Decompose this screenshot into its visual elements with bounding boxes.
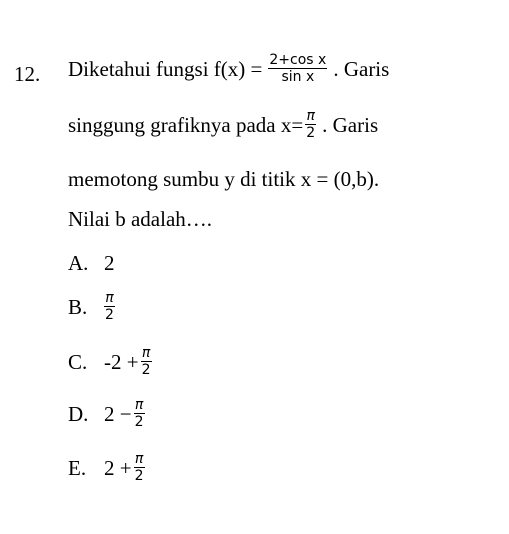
- option-a[interactable]: [68, 251, 115, 275]
- option-c-numerator: π: [141, 345, 151, 361]
- option-d-numerator: π: [134, 397, 144, 413]
- option-b-denominator: 2: [105, 307, 114, 323]
- option-d-fraction: [134, 397, 145, 430]
- x-denominator: 2: [306, 125, 316, 141]
- option-a-letter: A.: [68, 251, 89, 275]
- option-e-letter: E.: [68, 455, 87, 480]
- option-a-value: 2: [104, 251, 115, 275]
- question-line-1: [68, 52, 389, 85]
- question-line-2-tail: . Garis: [322, 112, 379, 137]
- question-line-2: [68, 108, 378, 141]
- option-d-denominator: 2: [134, 414, 144, 430]
- option-e-denominator: 2: [134, 468, 144, 484]
- option-b-letter: B.: [68, 294, 88, 319]
- option-e[interactable]: [68, 451, 147, 484]
- question-number: 12.: [14, 62, 41, 86]
- x-numerator: π: [306, 108, 315, 124]
- question-line-1-tail: . Garis: [333, 56, 390, 81]
- option-c-denominator: 2: [141, 362, 151, 378]
- option-d-letter: D.: [68, 401, 89, 426]
- question-line-4: Nilai b adalah….: [68, 207, 213, 231]
- option-b-fraction: [104, 290, 115, 323]
- question-line-1-text: Diketahui fungsi f(x) =: [68, 56, 263, 81]
- option-e-fraction: [134, 451, 145, 484]
- option-b-numerator: π: [105, 290, 114, 306]
- option-c-letter: C.: [68, 349, 88, 374]
- option-c[interactable]: [68, 345, 154, 378]
- question-line-2-text: singgung grafiknya pada x=: [68, 112, 304, 137]
- function-denominator: sin x: [281, 69, 315, 85]
- option-b[interactable]: [68, 290, 117, 323]
- x-fraction: [305, 108, 316, 141]
- option-c-prefix: -2 +: [104, 349, 139, 374]
- option-e-prefix: 2 +: [104, 455, 132, 480]
- option-e-numerator: π: [134, 451, 144, 467]
- question-line-3: memotong sumbu y di titik x = (0,b).: [68, 167, 380, 191]
- function-fraction: [268, 52, 327, 85]
- option-c-fraction: [141, 345, 152, 378]
- option-d-prefix: 2 −: [104, 401, 132, 426]
- function-numerator: 2+cos x: [269, 52, 327, 68]
- option-d[interactable]: [68, 397, 147, 430]
